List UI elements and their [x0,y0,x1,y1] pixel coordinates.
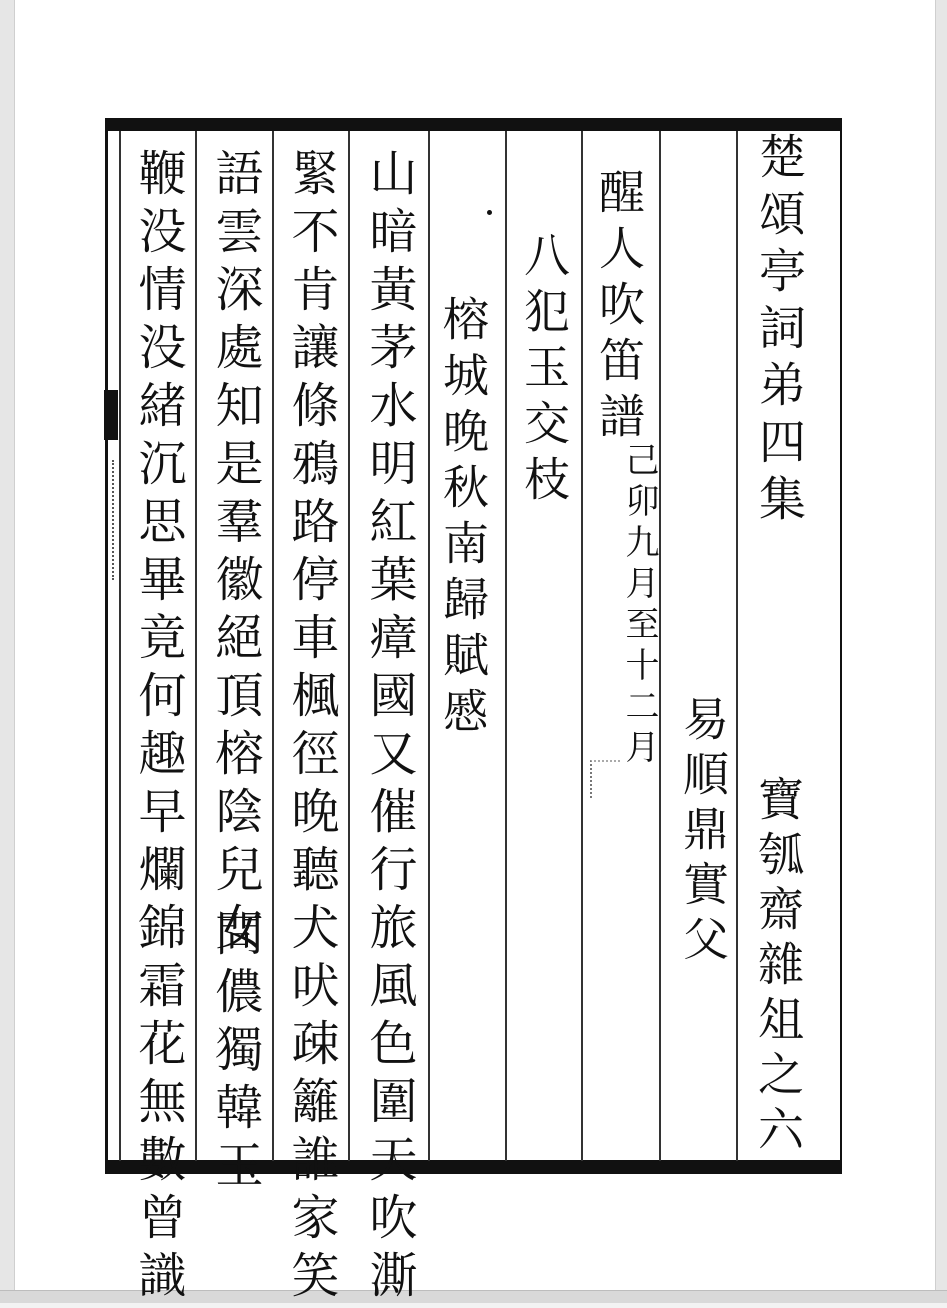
collection-title: 楚頌亭詞弟四集 [751,132,806,531]
series-title: 寶瓠齋雜俎之六 [751,775,805,1160]
poem-line: 問儂獨韓玉 [207,908,263,1198]
punctuation-dot [487,210,492,215]
seal-mark-icon [590,760,620,798]
column-rule [428,131,430,1161]
column-rule [581,131,583,1161]
fish-tail-mark-icon [104,390,118,440]
poem-line: 緊不肯讓條鴉路停車楓徑晚聽犬吠疎籬誰家笑 [283,148,339,1308]
poem-title: 榕城晚秋南歸賦慼 [436,295,490,743]
work-title: 醒人吹笛譜 [592,168,646,448]
column-rule [272,131,274,1161]
date-note: 己卯九月至十二月 [619,442,659,770]
column-rule [119,131,121,1161]
column-rule [348,131,350,1161]
poem-line: 山暗黃茅水明紅葉瘴國又催行旅風色圍天吹澌 [361,148,417,1308]
poem-line: 語雲深處知是羣徽絕頂榕陰兒女 [207,148,263,960]
column-rule [195,131,197,1161]
tune-name: 八犯玉交枝 [517,231,571,511]
poem-line: 鞭没情没緒沉思畢竟何趣早爛錦霜花無數曾識 [130,148,186,1308]
column-rule [659,131,661,1161]
column-rule [736,131,738,1161]
author-name: 易順鼎實父 [676,695,730,970]
column-rule [505,131,507,1161]
